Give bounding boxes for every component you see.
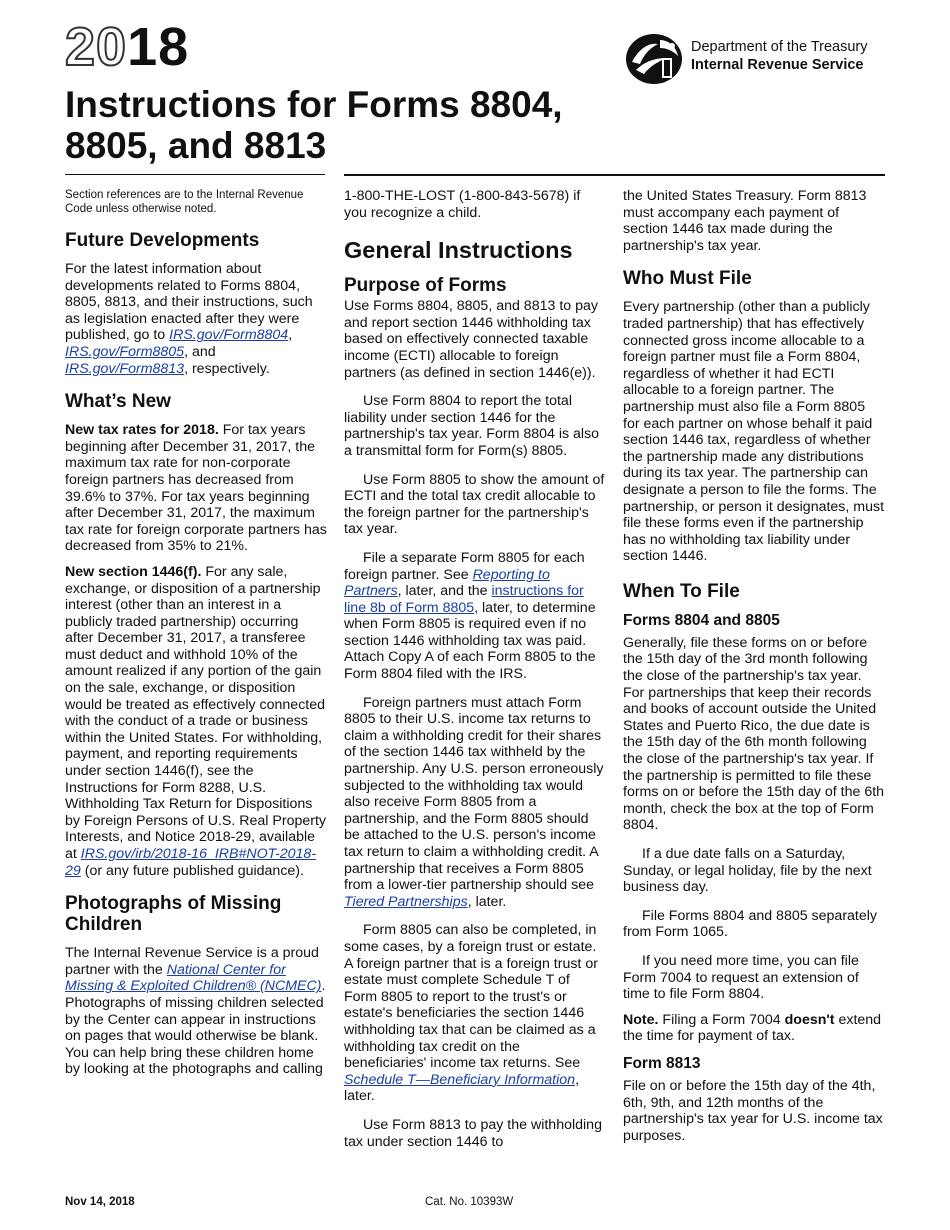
text-span: , later. bbox=[467, 893, 507, 910]
text-span: Form 8805 can also be completed, in some cases, by a foreign trust or estate. A foreign partner that is a foreign trust or estate must complete Schedule T of Form 8805 to report to the trust's or estate's beneficiaries the section 1446 withholding tax that can be claimed as a withholding tax credit on the beneficiaries' income tax returns. See bbox=[344, 922, 598, 1072]
right-divider bbox=[344, 174, 885, 176]
form-year bbox=[65, 17, 190, 77]
reporting-to-partners-link[interactable]: Reporting to Partners bbox=[344, 566, 550, 600]
text-span: , respectively. bbox=[184, 360, 270, 377]
text-span: , bbox=[288, 327, 293, 344]
text-span: . Photographs of missing children selected by the Center can appear in instructions on pages that would otherwise be blank. You can help bring these children home by looking at the photographs and calling bbox=[65, 978, 326, 1078]
purpose-paragraph-3: Use Form 8805 to show the amount of ECTI and the total tax credit allocable to the foreign partner for the partnership's tax year. bbox=[344, 471, 605, 538]
line-8b-instructions-link[interactable]: instructions for line 8b of Form 8805 bbox=[344, 583, 584, 616]
page-title: Instructions for Forms 8804, 8805, and 8813 bbox=[65, 84, 563, 166]
purpose-paragraph-1: Use Forms 8804, 8805, and 8813 to pay and report section 1446 withholding tax based on effectively connected taxable income (ECTI) allocable to foreign partners (as defined in section 1446(e)). bbox=[344, 298, 598, 381]
agency-block bbox=[624, 32, 868, 86]
forms-8804-8805-text: Generally, file these forms on or before the 15th day of the 3rd month following the close of the partnership's tax year. For partnerships that keep their records and books of account outside the United States and Puerto Rico, the due date is the 15th day of the 6th month following the close of the partnership's tax year. If the partnership is permitted to file these forms on or before the 15th day of the 6th month, check the box at the top of Form 8804. bbox=[623, 634, 885, 834]
schedule-t-link[interactable]: Schedule T—Beneficiary Information bbox=[344, 1071, 576, 1088]
new-section-1446f-paragraph bbox=[65, 564, 327, 879]
text-span: Filing a Form 7004 bbox=[658, 1011, 785, 1028]
future-developments-heading: Future Developments bbox=[65, 230, 260, 251]
file-separately-text: File Forms 8804 and 8805 separately from Form 1065. bbox=[623, 907, 878, 941]
irs-eagle-logo-icon bbox=[624, 32, 686, 86]
form8813-link[interactable]: IRS.gov/Form8813 bbox=[65, 360, 185, 377]
purpose-of-forms-heading: Purpose of Forms bbox=[344, 275, 507, 297]
column-1 bbox=[65, 188, 327, 1087]
text-span: , later, to determine when Form 8805 is required even if no section 1446 withholding tax was paid. Attach Copy A of each Form 8805 to the Form 8804 filed with the IRS. bbox=[344, 599, 596, 683]
column-2 bbox=[344, 188, 606, 1159]
whats-new-heading: What’s New bbox=[65, 391, 171, 413]
text-span: The Internal Revenue Service is a proud partner with the bbox=[65, 945, 319, 978]
photographs-heading: Photographs of Missing Children bbox=[65, 893, 282, 936]
tiered-partnerships-link[interactable]: Tiered Partnerships bbox=[344, 893, 468, 910]
future-developments-text bbox=[65, 261, 327, 377]
purpose-paragraph-5 bbox=[344, 695, 606, 911]
left-divider bbox=[65, 174, 325, 175]
form8804-link[interactable]: IRS.gov/Form8804 bbox=[169, 327, 289, 344]
notice-2018-29-link[interactable]: IRS.gov/irb/2018-16_IRB#NOT-2018-29 bbox=[65, 846, 317, 879]
agency-irs: Internal Revenue Service bbox=[691, 57, 864, 73]
form-8813-text: File on or before the 15th day of the 4th, 6th, 9th, and 12th months of the partnership's tax year for U.S. income tax purposes. bbox=[623, 1077, 883, 1144]
due-date-text: If a due date falls on a Saturday, Sunday, or legal holiday, file by the next business day. bbox=[623, 846, 872, 896]
year-bold-digits: 18 bbox=[127, 17, 190, 77]
text-span: , later, and the bbox=[397, 583, 492, 600]
text-span: extend the time for payment of tax. bbox=[623, 1011, 882, 1045]
purpose-paragraph-4 bbox=[344, 550, 606, 683]
new-tax-rates-paragraph bbox=[65, 422, 327, 555]
emphasis: doesn't bbox=[784, 1011, 835, 1028]
who-must-file-text: Every partnership (other than a publicly traded partnership) that has effectively connected gross income allocable to a foreign partner must file a Form 8804, regardless of whether it had ECTI allocable to a foreign partner. The partnership must also file a Form 8805 for each partner on whose behalf it paid section 1446 tax, regardless of whether the partnership made any distributions during its tax year. The partnership can designate a person to file the forms. The partnership, or person it designates, must file these forms even if the partnership has no withholding tax liability under section 1446. bbox=[623, 299, 885, 565]
text-span: , later. bbox=[344, 1071, 580, 1105]
agency-department: Department of the Treasury bbox=[691, 39, 868, 55]
general-instructions-heading: General Instructions bbox=[344, 237, 573, 264]
text-span: Foreign partners must attach Form 8805 to their U.S. income tax returns to claim a withholding credit for their shares of the section 1446 tax withheld by the partnership. Any U.S. person erroneously subjected to the withholding tax would also receive Form 8805 from a partnership, and the Form 8805 should be attached to the U.S. person's income tax return to claim a withholding credit. A partnership that receives a Form 8805 from a lower-tier partnership should see bbox=[344, 694, 604, 894]
catalog-number: Cat. No. 10393W bbox=[425, 1196, 514, 1208]
photographs-text bbox=[65, 945, 327, 1078]
text-span: For any sale, exchange, or disposition of a partnership interest (other than an interest in a publicly traded partnership) occurring after December 31, 2017, a transferee must deduct and withhold 10% of the amount realized if any portion of the gain on the sale, exchange, or disposition would be treated as effectively connected with the conduct of a trade or business within the United States. For withholding, payment, and reporting requirements under section 1446(f), see the Instructions for Form 8288, U.S. Withholding Tax Return for Dispositions by Foreign Persons of U.S. Real Property Interests, and Notice 2018-29, available at bbox=[65, 563, 327, 862]
text-span: (or any future published guidance). bbox=[80, 862, 304, 879]
column-3 bbox=[623, 188, 885, 1153]
text-span: For tax years beginning after December 31, 2017, the maximum tax rate for non-corporate foreign partners has decreased from 39.6% to 37%. For tax years beginning after December 31, 2017, the maximum tax rate for foreign corporate partners has decreased from 35% to 21%. bbox=[65, 422, 327, 555]
revision-date: Nov 14, 2018 bbox=[65, 1196, 135, 1208]
text-span: , and bbox=[184, 343, 216, 360]
text-span: File a separate Form 8805 for each foreign partner. See bbox=[344, 549, 585, 583]
ncmec-link[interactable]: National Center for Missing & Exploited Children® (NCMEC) bbox=[65, 961, 322, 995]
forms-8804-8805-heading: Forms 8804 and 8805 bbox=[623, 611, 780, 629]
run-in-heading: New tax rates for 2018. bbox=[65, 422, 219, 439]
text-span: For the latest information about developments related to Forms 8804, 8805, 8813, and their instructions, such as legislation enacted after they were published, go to bbox=[65, 261, 313, 344]
extension-text: If you need more time, you can file Form 7004 to request an extension of time to file Form 8804. bbox=[623, 952, 859, 1003]
run-in-heading: Note. bbox=[623, 1011, 659, 1028]
form8813-continuation: the United States Treasury. Form 8813 must accompany each payment of section 1446 tax made during the partnership's tax year. bbox=[623, 188, 867, 254]
note-paragraph bbox=[623, 1012, 885, 1045]
form-8813-heading: Form 8813 bbox=[623, 1054, 701, 1072]
hotline-continuation: 1-800-THE-LOST (1-800-843-5678) if you recognize a child. bbox=[344, 188, 581, 221]
purpose-paragraph-6 bbox=[344, 922, 606, 1105]
when-to-file-heading: When To File bbox=[623, 580, 740, 602]
year-outline-digits: 20 bbox=[65, 17, 128, 77]
who-must-file-heading: Who Must File bbox=[623, 268, 752, 290]
form8805-link[interactable]: IRS.gov/Form8805 bbox=[65, 343, 185, 360]
section-references-note: Section references are to the Internal Revenue Code unless otherwise noted. bbox=[65, 189, 304, 215]
purpose-paragraph-2: Use Form 8804 to report the total liability under section 1446 for the partnership's tax year. Form 8804 is also a transmittal form for Form(s) 8805. bbox=[344, 393, 600, 459]
run-in-heading: New section 1446(f). bbox=[65, 563, 202, 580]
purpose-paragraph-7: Use Form 8813 to pay the withholding tax under section 1446 to bbox=[344, 1116, 602, 1150]
